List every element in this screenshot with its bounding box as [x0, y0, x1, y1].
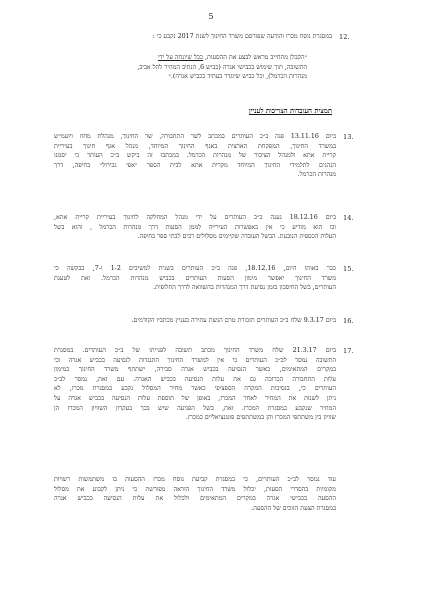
paragraph-line: עלות התחבורה הכרוכה גם את עלות הנסיעה בכביש האגרה. עם זאת, נמסר לב״כ [54, 375, 336, 383]
paragraph-line: ביום 13.11.16 פנה ב״כ העותרים במכתב לשר התחבורה, שר החינוך, מנהלת מחוז ויועמ״ש [54, 133, 336, 140]
paragraph-line: ביום 9.3.17 שלח ב״כ העותרים תזכורת טרם הגשת עתירה בעניין מכתביו הקודמים. [131, 317, 336, 324]
paragraph-line: משרד החינוך יאפשר מימון הסעות העותרים בכביש מנהרות הכרמל. ואת לטענת [54, 274, 336, 282]
quote-line: ״הקבלן מתחייב מראש לבצע את ההסעות, ככל שיונחה על ידי [157, 54, 307, 61]
item-number-12: 12. [339, 33, 350, 41]
quote-underlined-phrase: ככל שיונחה על ידי [157, 54, 204, 61]
item-number-14: 14. [343, 214, 354, 222]
paragraph-15 [54, 264, 336, 293]
paragraph-line: הנהגים לתלמידי החינוך המיוחד מקרית אתא לבית הספר ״אפי גבירול״ בחיפה, דרך [54, 161, 336, 169]
paragraph-line: מנהרות הכרמל. [297, 171, 336, 179]
paragraph-line: העותרים כי, בנסיבות המקרה הספציפי כאשר מחיר המסלול נקבע במסגרת מכרז, לא [54, 385, 336, 393]
paragraph-line: התשובה נמסר לב״כ העותרים כי אין למשרד החינוך התנגדות לנסיעה בכביש אגרה וכי [54, 356, 336, 364]
quoted-clause [137, 53, 307, 82]
item-number-16: 16. [343, 317, 354, 325]
paragraph-14 [54, 213, 336, 242]
paragraph-line: ביום 18.12.16 נענה ב״כ העותרים על ידי מנהל המחלקה לחינוך בעיריית קריית אתא, [54, 214, 336, 221]
paragraph-line: עוד נמסר לב״כ העותרים, כי במסגרת קביעת נוסח מכרז ההסעות בו משתמשות רשויות [54, 476, 336, 483]
quote-line: התשובה, תוך שימוש בכבישי אגרה (כביש 6, הנתיב המהיר להל אביב, [137, 63, 307, 71]
paragraph-continuation [54, 475, 336, 513]
paragraph-13 [54, 132, 336, 180]
paragraph-12 [110, 32, 332, 42]
paragraph-16 [54, 316, 336, 326]
item-number-13: 13. [343, 133, 354, 141]
paragraph-line: ניתן לשנות את המחיר לאחר המכרז, באופן של תוספת עלות הנסיעה בכביש אגרה על [54, 394, 336, 402]
paragraph-17 [54, 346, 336, 423]
item-number-15: 15. [343, 265, 354, 273]
page-number: 5 [208, 12, 214, 21]
paragraph-line: מקומיות בהסדרי הסעות, יכלול משרד החינוך הוראה מפורשת כי ניתן לקבוע את מסלול [54, 485, 336, 493]
paragraph-line: כבר באותו היום, 18.12.16, פנה ב״כ העותרים בשנית למשיבים 1-2 ו-7, בבקשה כי [54, 265, 336, 272]
quote-line: מנהרות הכרמל), וכל כביש שיוגדר בעתיד בכביש אגרה).״ [168, 73, 307, 81]
paragraph-line: ובו הוא מודיע כי אין באפשרות העירייה לממן הסעות דרך מנהרות הכרמל , והוא בשל [54, 223, 336, 231]
paragraph-line: במסגרת נוסח מכרז והודעה שפורסם משרד החינוך לשנת 2017 נקבע כי : [152, 33, 332, 40]
item-number-17: 17. [343, 347, 354, 355]
section-heading: תמצית העובדות הצריכות לעניין [248, 107, 332, 115]
paragraph-line: קריית אתא ולמנהל הציבור של מנהרות הכרמל. במכתבו זה ביקש ב״כ העותר כי יסמנו [54, 152, 336, 160]
paragraph-line: ביום 21.3.17 שלח משרד החינוך מכתב תשובה לפנייתו של ב״כ העותרים. במסגרת [54, 347, 336, 354]
paragraph-line: המחיר שנקבע במסגרת המכרז. זאת, בשל הפגיעה שיש בכך בעקרון השוויון המכרז הן [54, 404, 336, 412]
paragraph-line: במשרד החינוך, המפקחת הארצית באגף החינוך המיוחד, מנהל אגף חינוך בעיריית [54, 142, 336, 150]
paragraph-line: ההסעה בכבישי אגרה במקרים המתאימים ולכלול את עלות הנסיעה בכביש אגרה [54, 495, 336, 503]
paragraph-line: העלות הכספית הנובעת. הבשל העובדה שקיימים מסלולים רבים לבתי ספר בחיפה. [137, 233, 336, 241]
paragraph-line: במקרים המתאימים, כאשר הנסיעה בכביש אגרה סבירה, ישתתף משרד החינוך במימון [54, 366, 336, 374]
paragraph-line: במסגרת הצעת הזוכים של ההסעה. [251, 504, 336, 512]
paragraph-line: העותרים, בשל החיסכון בזמן נסיעת דרך המנהרות בהשוואה לדרך החלופית. [153, 284, 336, 292]
paragraph-line: שוויון בין משתתפי המכרז והן במשתתפים פוטנציאליים במכרז. [186, 414, 336, 422]
